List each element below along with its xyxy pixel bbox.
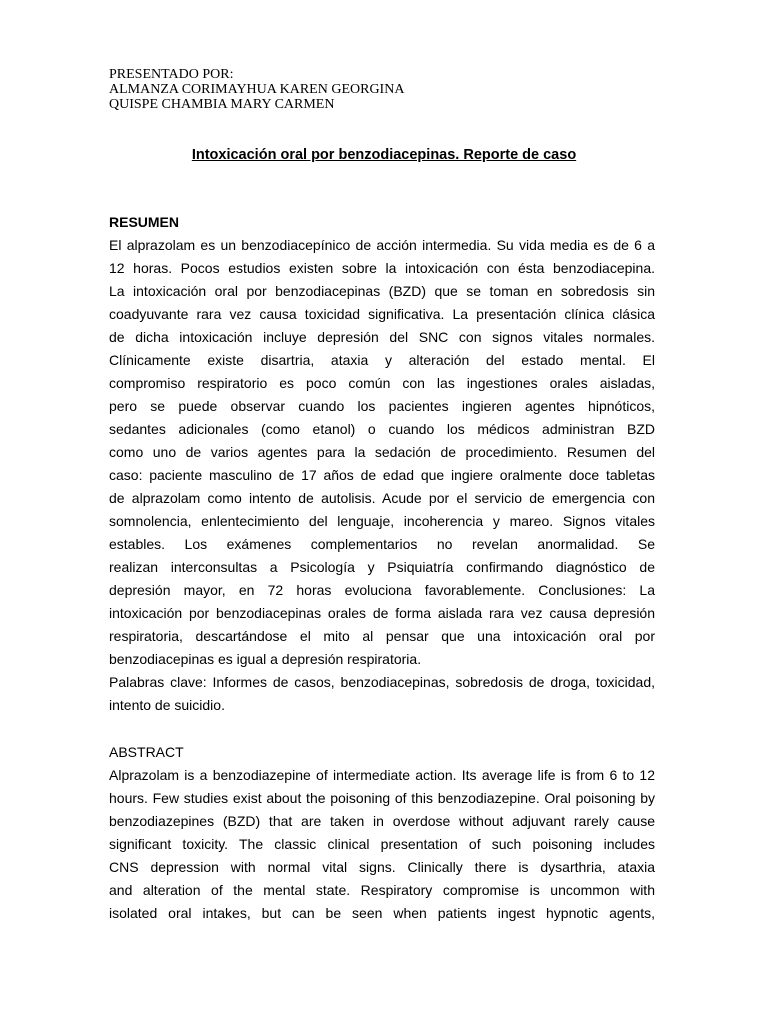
text-line: de dicha intoxicación incluye depresión del SNC con signos vitales normales. [109, 329, 655, 345]
author-block [109, 67, 404, 112]
text-line: realizan interconsultas a Psicología y Psiquiatría confirmando diagnóstico de [109, 559, 655, 575]
presented-by-label: PRESENTADO POR: [109, 67, 234, 82]
text-line: and alteration of the mental state. Respiratory compromise is uncommon with [109, 882, 655, 898]
text-line: coadyuvante rara vez causa toxicidad significativa. La presentación clínica clásica [109, 306, 655, 322]
text-line: pero se puede observar cuando los pacientes ingieren agentes hipnóticos, [109, 398, 655, 414]
text-line: benzodiacepinas es igual a depresión respiratoria. [109, 651, 422, 667]
text-line: Alprazolam is a benzodiazepine of intermediate action. Its average life is from 6 to 12 [109, 767, 655, 783]
text-line: somnolencia, enlentecimiento del lenguaje, incoherencia y mareo. Signos vitales [109, 513, 655, 529]
keywords-line: Palabras clave: Informes de casos, benzodiacepinas, sobredosis de droga, toxicidad, [109, 674, 655, 690]
author-name: ALMANZA CORIMAYHUA KAREN GEORGINA [109, 82, 405, 97]
resumen-heading: RESUMEN [109, 214, 180, 230]
text-line: significant toxicity. The classic clinical presentation of such poisoning includes [109, 836, 655, 852]
text-line: CNS depression with normal vital signs. Clinically there is dysarthria, ataxia [109, 859, 655, 875]
keywords-line: intento de suicidio. [109, 697, 225, 713]
text-line: hours. Few studies exist about the poisoning of this benzodiazepine. Oral poisoning by [109, 790, 655, 806]
document-title: Intoxicación oral por benzodiacepinas. Reporte de caso [191, 147, 577, 163]
text-line: Clínicamente existe disartria, ataxia y alteración del estado mental. El [109, 352, 655, 368]
resumen-body [109, 234, 655, 717]
text-line: como uno de varios agentes para la sedación de procedimiento. Resumen del [109, 444, 655, 460]
abstract-body [109, 764, 655, 925]
author-name: QUISPE CHAMBIA MARY CARMEN [109, 97, 335, 112]
text-line: El alprazolam es un benzodiacepínico de acción intermedia. Su vida media es de 6 a [109, 237, 655, 253]
abstract-heading: ABSTRACT [109, 744, 184, 760]
text-line: isolated oral intakes, but can be seen when patients ingest hypnotic agents, [109, 905, 655, 921]
text-line: compromiso respiratorio es poco común con las ingestiones orales aisladas, [109, 375, 655, 391]
text-line: intoxicación por benzodiacepinas orales de forma aislada rara vez causa depresión [109, 605, 655, 621]
text-line: respiratoria, descartándose el mito al pensar que una intoxicación oral por [109, 628, 655, 644]
text-line: estables. Los exámenes complementarios no revelan anormalidad. Se [109, 536, 655, 552]
text-line: benzodiazepines (BZD) that are taken in overdose without adjuvant rarely cause [109, 813, 655, 829]
text-line: sedantes adicionales (como etanol) o cuando los médicos administran BZD [109, 421, 655, 437]
text-line: La intoxicación oral por benzodiacepinas (BZD) que se toman en sobredosis sin [109, 283, 655, 299]
text-line: de alprazolam como intento de autolisis. Acude por el servicio de emergencia con [109, 490, 655, 506]
text-line: depresión mayor, en 72 horas evoluciona favorablemente. Conclusiones: La [109, 582, 655, 598]
text-line: caso: paciente masculino de 17 años de edad que ingiere oralmente doce tabletas [109, 467, 655, 483]
text-line: 12 horas. Pocos estudios existen sobre la intoxicación con ésta benzodiacepina. [109, 260, 655, 276]
